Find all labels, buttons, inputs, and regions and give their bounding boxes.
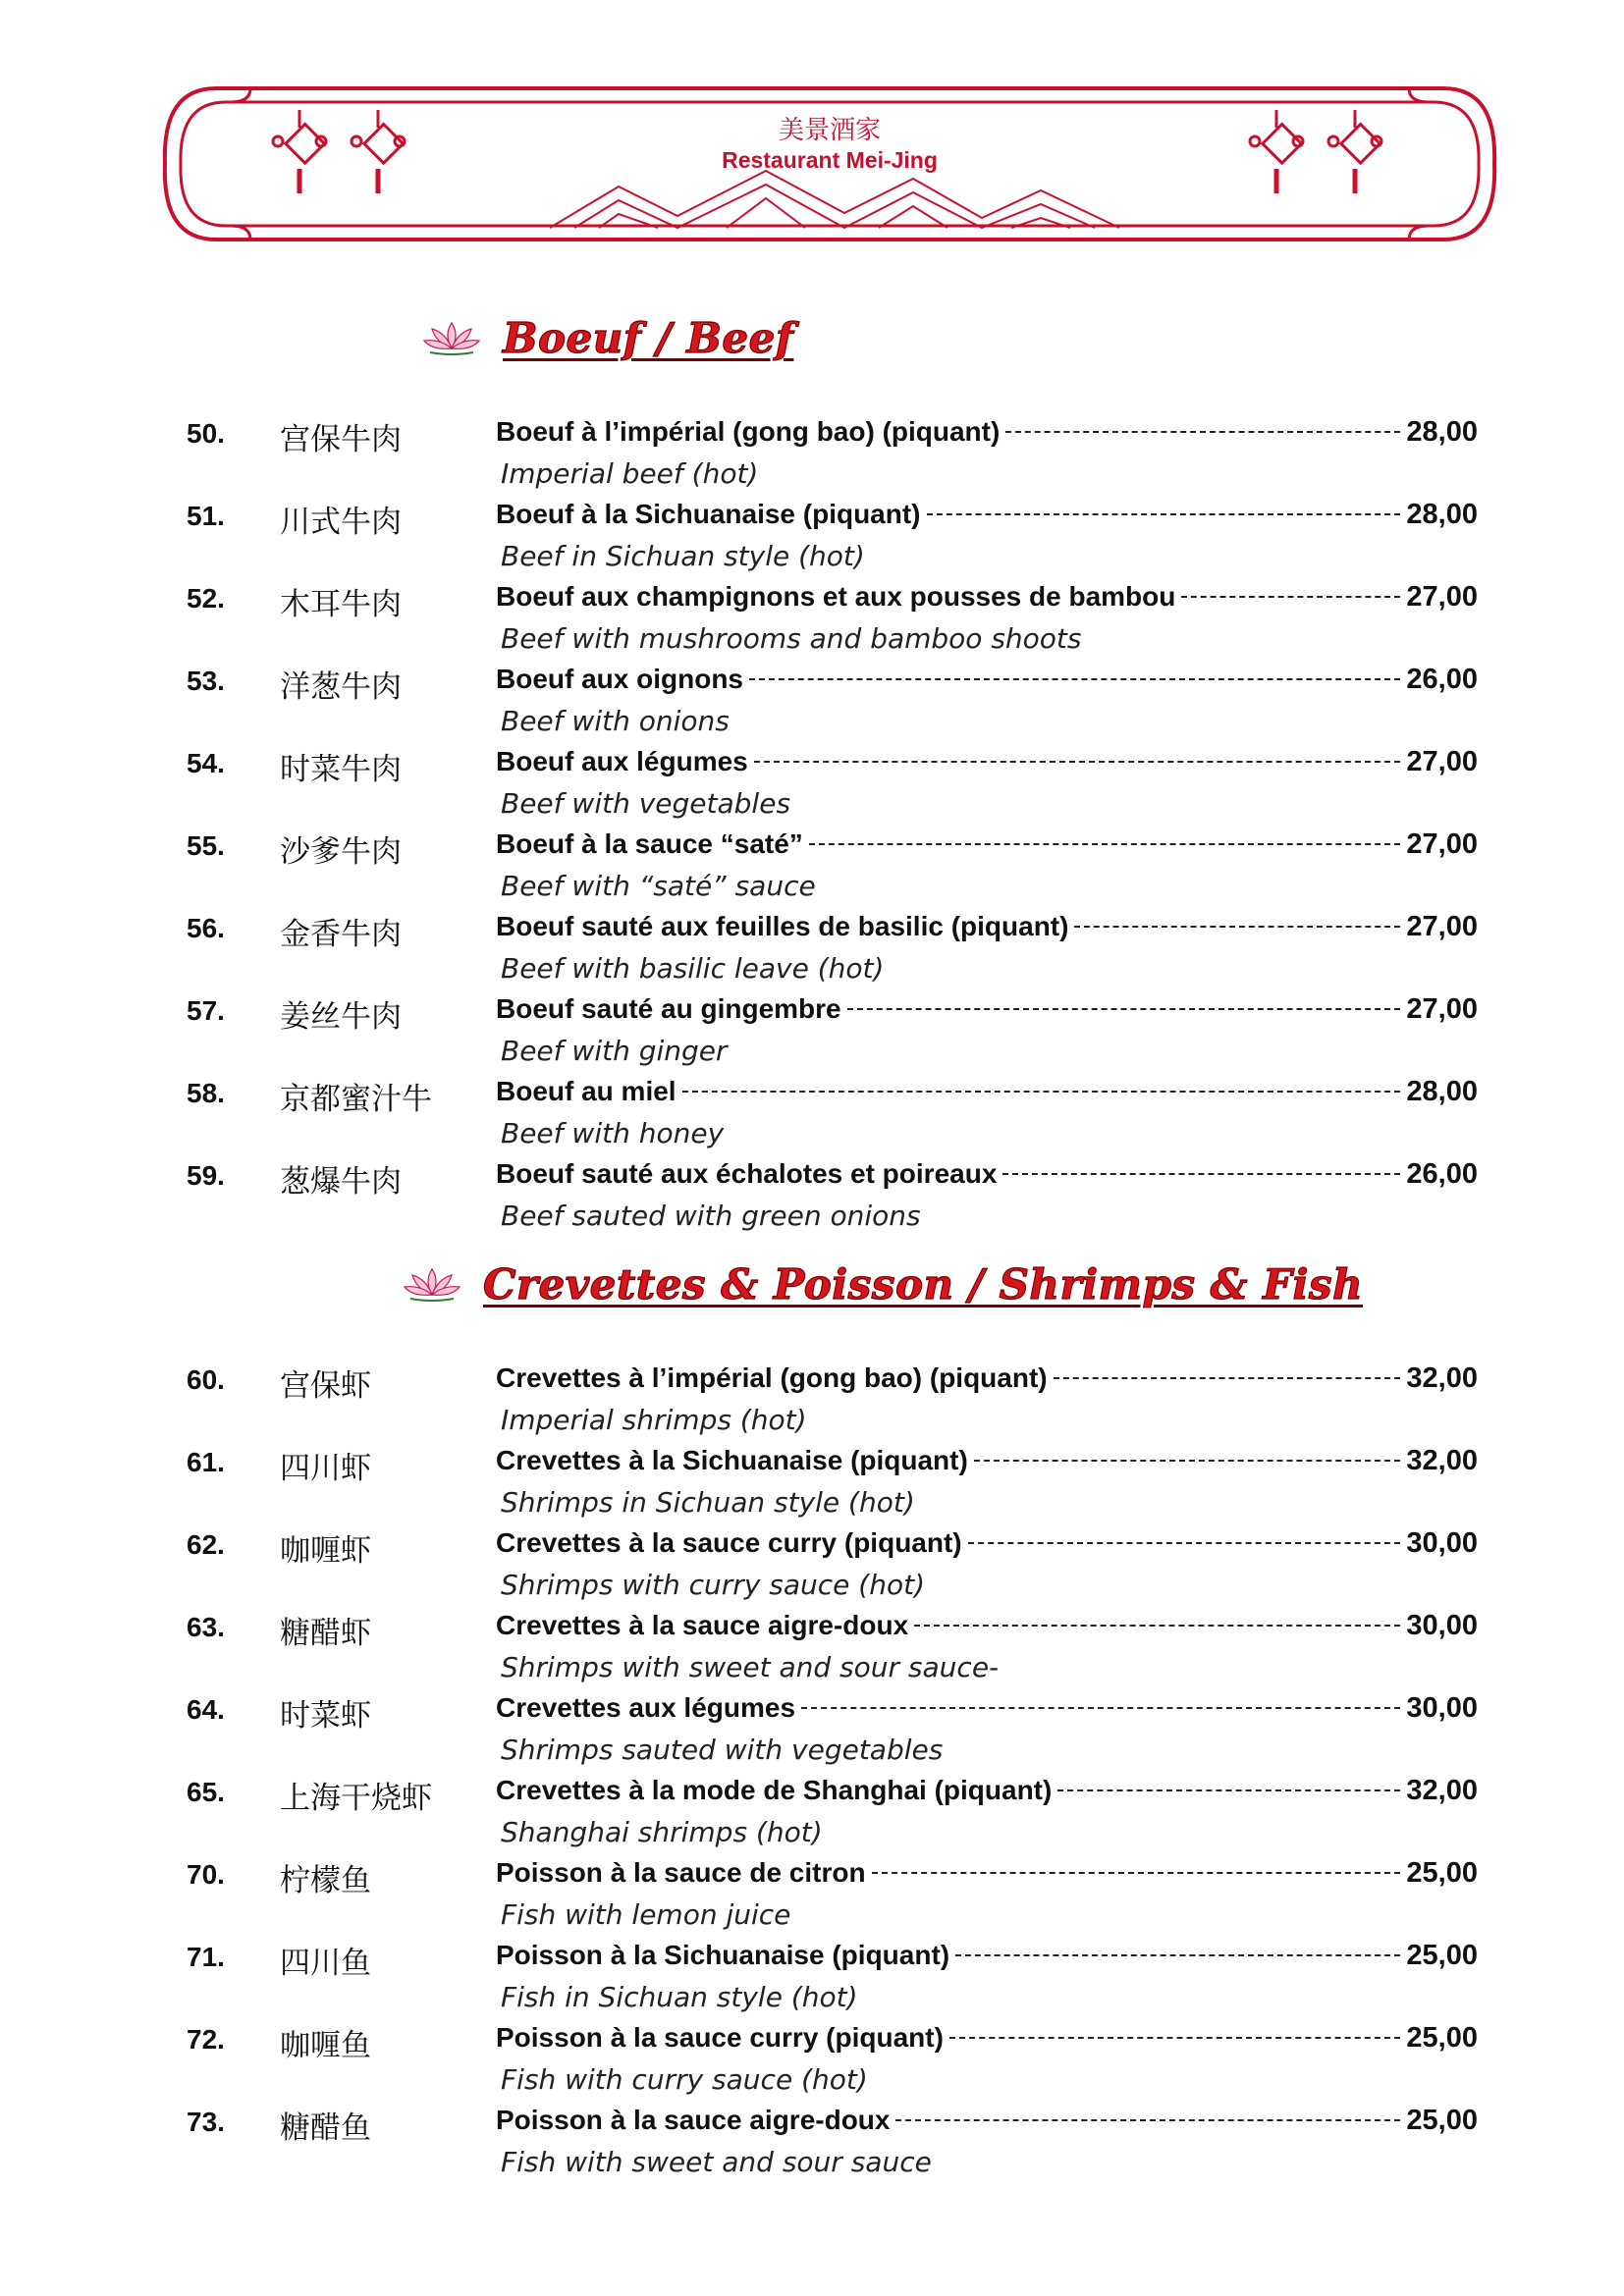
- item-french-name: Poisson à la sauce de citron: [496, 1857, 866, 1888]
- item-chinese-name: 咖喱虾: [280, 1533, 371, 1569]
- item-price: 30,00: [1406, 1610, 1478, 1641]
- item-english-name: Imperial beef (hot): [501, 457, 759, 490]
- item-price: 27,00: [1406, 911, 1478, 942]
- dot-leader: [1005, 431, 1400, 433]
- item-french-name: Boeuf aux légumes: [496, 746, 748, 776]
- item-french-name: Crevettes à la mode de Shanghai (piquant): [496, 1775, 1053, 1805]
- item-chinese-name: 糖醋虾: [280, 1616, 371, 1651]
- list-item: [0, 495, 1624, 577]
- item-price: 27,00: [1406, 828, 1478, 860]
- dot-leader: [1054, 1377, 1401, 1379]
- list-item: [0, 1154, 1624, 1237]
- dot-leader: [968, 1542, 1401, 1544]
- list-item: [0, 577, 1624, 660]
- list-item: [0, 1936, 1624, 2018]
- item-price: 26,00: [1406, 1158, 1478, 1190]
- item-english-name: Fish with sweet and sour sauce: [501, 2146, 932, 2178]
- item-number: 51.: [187, 501, 225, 531]
- item-english-name: Beef with onions: [501, 705, 730, 737]
- item-chinese-name: 川式牛肉: [280, 505, 402, 540]
- item-number: 55.: [187, 830, 225, 861]
- item-chinese-name: 洋葱牛肉: [280, 669, 402, 705]
- item-price: 30,00: [1406, 1692, 1478, 1724]
- item-french-name: Crevettes à l’impérial (gong bao) (piquant): [496, 1362, 1048, 1393]
- item-number: 73.: [187, 2107, 225, 2137]
- list-item: [0, 1441, 1624, 1523]
- item-chinese-name: 宫保牛肉: [280, 422, 402, 457]
- dot-leader: [949, 2037, 1401, 2039]
- item-number: 58.: [187, 1078, 225, 1108]
- item-price: 27,00: [1406, 993, 1478, 1025]
- item-chinese-name: 四川虾: [280, 1451, 371, 1486]
- lotus-icon: [403, 1265, 461, 1305]
- list-item: [0, 1359, 1624, 1441]
- item-price: 25,00: [1406, 1940, 1478, 1971]
- item-chinese-name: 四川鱼: [280, 1946, 371, 1981]
- dot-leader: [754, 761, 1401, 763]
- item-chinese-name: 咖喱鱼: [280, 2028, 371, 2063]
- item-french-name: Boeuf sauté aux échalotes et poireaux: [496, 1158, 998, 1189]
- list-item: [0, 2101, 1624, 2183]
- item-chinese-name: 时菜虾: [280, 1698, 371, 1734]
- item-chinese-name: 京都蜜汁牛: [280, 1082, 432, 1117]
- item-english-name: Fish with lemon juice: [501, 1898, 791, 1931]
- item-french-name: Boeuf à la sauce “saté”: [496, 828, 803, 859]
- lotus-icon: [422, 319, 481, 358]
- item-number: 62.: [187, 1529, 225, 1560]
- dot-leader: [955, 1954, 1400, 1956]
- item-number: 61.: [187, 1447, 225, 1477]
- item-number: 56.: [187, 913, 225, 943]
- dot-leader: [847, 1008, 1401, 1010]
- list-item: [0, 825, 1624, 907]
- list-item: [0, 2018, 1624, 2101]
- item-price: 25,00: [1406, 1857, 1478, 1889]
- item-chinese-name: 柠檬鱼: [280, 1863, 371, 1898]
- dot-leader: [1002, 1173, 1400, 1175]
- item-chinese-name: 时菜牛肉: [280, 752, 402, 787]
- dot-leader: [1074, 926, 1400, 928]
- item-number: 53.: [187, 666, 225, 696]
- item-number: 60.: [187, 1364, 225, 1395]
- item-number: 57.: [187, 995, 225, 1026]
- item-english-name: Shrimps with sweet and sour sauce-: [501, 1651, 1000, 1683]
- item-price: 30,00: [1406, 1527, 1478, 1559]
- item-french-name: Boeuf au miel: [496, 1076, 677, 1106]
- item-price: 27,00: [1406, 746, 1478, 777]
- dot-leader: [1181, 596, 1400, 598]
- item-price: 32,00: [1406, 1445, 1478, 1476]
- item-french-name: Poisson à la Sichuanaise (piquant): [496, 1940, 950, 1970]
- section-title-text: Crevettes & Poisson / Shrimps & Fish: [483, 1260, 1364, 1308]
- item-english-name: Fish with curry sauce (hot): [501, 2063, 868, 2096]
- item-english-name: Fish in Sichuan style (hot): [501, 1981, 858, 2013]
- dot-leader: [914, 1625, 1400, 1627]
- item-price: 28,00: [1406, 499, 1478, 530]
- list-item: [0, 1523, 1624, 1606]
- list-item: [0, 742, 1624, 825]
- item-english-name: Beef with basilic leave (hot): [501, 952, 885, 985]
- item-english-name: Beef in Sichuan style (hot): [501, 540, 865, 572]
- item-chinese-name: 糖醋鱼: [280, 2110, 371, 2146]
- list-item: [0, 1688, 1624, 1771]
- item-french-name: Boeuf aux champignons et aux pousses de bambou: [496, 581, 1176, 612]
- item-number: 71.: [187, 1942, 225, 1972]
- item-french-name: Crevettes aux légumes: [496, 1692, 796, 1723]
- dot-leader: [1057, 1789, 1400, 1791]
- item-french-name: Boeuf à l’impérial (gong bao) (piquant): [496, 416, 1001, 447]
- list-item: [0, 660, 1624, 742]
- list-item: [0, 1072, 1624, 1154]
- item-french-name: Boeuf sauté au gingembre: [496, 993, 841, 1024]
- list-item: [0, 412, 1624, 495]
- dot-leader: [927, 513, 1401, 515]
- item-number: 52.: [187, 583, 225, 614]
- item-french-name: Poisson à la sauce aigre-doux: [496, 2105, 891, 2135]
- item-number: 65.: [187, 1777, 225, 1807]
- item-english-name: Beef sauted with green onions: [501, 1200, 921, 1232]
- item-price: 25,00: [1406, 2105, 1478, 2136]
- item-number: 64.: [187, 1694, 225, 1725]
- dot-leader: [872, 1872, 1401, 1874]
- item-price: 28,00: [1406, 1076, 1478, 1107]
- dot-leader: [801, 1707, 1400, 1709]
- item-price: 28,00: [1406, 416, 1478, 448]
- item-french-name: Boeuf à la Sichuanaise (piquant): [496, 499, 921, 529]
- item-chinese-name: 葱爆牛肉: [280, 1164, 402, 1200]
- item-chinese-name: 宫保虾: [280, 1368, 371, 1404]
- list-item: [0, 1853, 1624, 1936]
- item-number: 70.: [187, 1859, 225, 1890]
- item-chinese-name: 沙爹牛肉: [280, 834, 402, 870]
- item-french-name: Boeuf aux oignons: [496, 664, 743, 694]
- item-english-name: Imperial shrimps (hot): [501, 1404, 807, 1436]
- dot-leader: [682, 1091, 1401, 1093]
- item-english-name: Shanghai shrimps (hot): [501, 1816, 823, 1848]
- item-french-name: Crevettes à la sauce aigre-doux: [496, 1610, 909, 1640]
- item-french-name: Boeuf sauté aux feuilles de basilic (piquant): [496, 911, 1069, 941]
- item-chinese-name: 姜丝牛肉: [280, 999, 402, 1035]
- dot-leader: [974, 1460, 1401, 1462]
- item-english-name: Beef with “saté” sauce: [501, 870, 816, 902]
- item-english-name: Beef with honey: [501, 1117, 725, 1149]
- item-price: 32,00: [1406, 1775, 1478, 1806]
- item-chinese-name: 金香牛肉: [280, 917, 402, 952]
- section-title-shrimps-fish: [403, 1260, 1363, 1308]
- item-number: 72.: [187, 2024, 225, 2055]
- dot-leader: [895, 2119, 1400, 2121]
- item-french-name: Crevettes à la sauce curry (piquant): [496, 1527, 962, 1558]
- list-item: [0, 907, 1624, 989]
- item-price: 25,00: [1406, 2022, 1478, 2054]
- item-english-name: Shrimps sauted with vegetables: [501, 1734, 944, 1766]
- item-chinese-name: 上海干烧虾: [280, 1781, 432, 1816]
- section-title-text: Boeuf / Beef: [503, 314, 794, 362]
- item-number: 50.: [187, 418, 225, 449]
- item-english-name: Shrimps with curry sauce (hot): [501, 1569, 926, 1601]
- item-price: 26,00: [1406, 664, 1478, 695]
- header-banner: [157, 80, 1502, 247]
- dot-leader: [809, 843, 1401, 845]
- item-french-name: Crevettes à la Sichuanaise (piquant): [496, 1445, 968, 1475]
- restaurant-chinese-name: 美景酒家: [778, 116, 881, 145]
- item-english-name: Beef with mushrooms and bamboo shoots: [501, 622, 1082, 655]
- list-item: [0, 1606, 1624, 1688]
- item-chinese-name: 木耳牛肉: [280, 587, 402, 622]
- list-item: [0, 1771, 1624, 1853]
- restaurant-name: Restaurant Mei-Jing: [722, 147, 938, 173]
- item-number: 54.: [187, 748, 225, 778]
- item-english-name: Beef with vegetables: [501, 787, 791, 820]
- item-english-name: Shrimps in Sichuan style (hot): [501, 1486, 915, 1519]
- dot-leader: [749, 678, 1400, 680]
- item-price: 32,00: [1406, 1362, 1478, 1394]
- item-french-name: Poisson à la sauce curry (piquant): [496, 2022, 944, 2053]
- item-number: 63.: [187, 1612, 225, 1642]
- section-title-beef: [422, 314, 793, 362]
- item-english-name: Beef with ginger: [501, 1035, 728, 1067]
- item-number: 59.: [187, 1160, 225, 1191]
- item-price: 27,00: [1406, 581, 1478, 613]
- list-item: [0, 989, 1624, 1072]
